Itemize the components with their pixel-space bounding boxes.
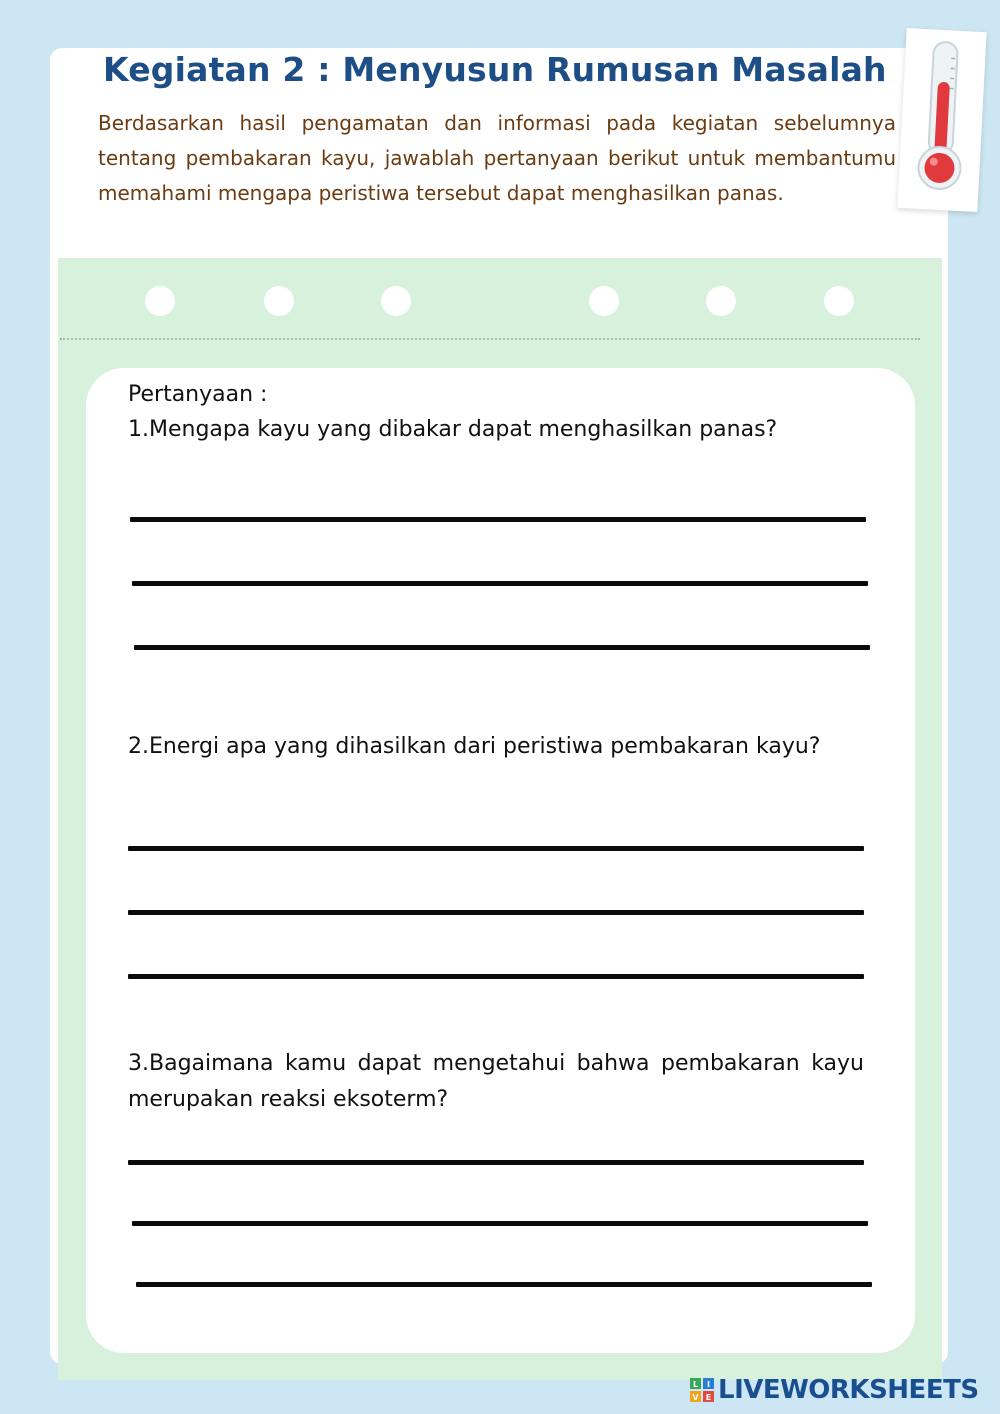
binder-hole xyxy=(264,286,294,316)
dotted-divider xyxy=(60,338,920,340)
binder-hole xyxy=(589,286,619,316)
answer-line-q2-3[interactable] xyxy=(128,974,864,979)
binder-hole xyxy=(706,286,736,316)
page-title: Kegiatan 2 : Menyusun Rumusan Masalah xyxy=(103,50,887,89)
answer-line-q3-2[interactable] xyxy=(132,1221,868,1226)
answer-line-q3-1[interactable] xyxy=(128,1160,864,1165)
liveworksheets-brand xyxy=(690,1373,979,1407)
thermometer-icon xyxy=(897,28,986,212)
binder-hole xyxy=(381,286,411,316)
questions-heading: Pertanyaan : xyxy=(128,382,268,407)
intro-paragraph: Berdasarkan hasil pengamatan dan informasi pada kegiatan sebelumnya tentang pembakaran kayu, jawablah pertanyaan berikut untuk membantumu memahami mengapa peristiwa tersebut dapat menghasilkan panas. xyxy=(98,111,896,205)
logo-letter: V xyxy=(692,1393,699,1402)
binder-hole xyxy=(824,286,854,316)
logo-letter: L xyxy=(692,1380,699,1389)
answer-line-q2-2[interactable] xyxy=(128,910,864,915)
liveworksheets-logo-icon xyxy=(690,1378,714,1402)
logo-letter: I xyxy=(707,1380,710,1389)
brand-name: LIVEWORKSHEETS xyxy=(718,1375,979,1405)
answer-line-q1-3[interactable] xyxy=(134,645,870,650)
answer-line-q2-1[interactable] xyxy=(128,846,864,851)
question-card xyxy=(86,368,915,1353)
logo-letter: E xyxy=(705,1393,712,1402)
answer-line-q1-2[interactable] xyxy=(132,581,868,586)
answer-line-q3-3[interactable] xyxy=(136,1282,872,1287)
question-2: 2.Energi apa yang dihasilkan dari peristiwa pembakaran kayu? xyxy=(128,734,821,759)
thermometer-card xyxy=(897,28,986,212)
question-1: 1.Mengapa kayu yang dibakar dapat menghasilkan panas? xyxy=(128,417,778,442)
binder-hole xyxy=(145,286,175,316)
question-3: 3.Bagaimana kamu dapat mengetahui bahwa pembakaran kayu merupakan reaksi eksoterm? xyxy=(128,1051,864,1112)
answer-line-q1-1[interactable] xyxy=(130,517,866,522)
